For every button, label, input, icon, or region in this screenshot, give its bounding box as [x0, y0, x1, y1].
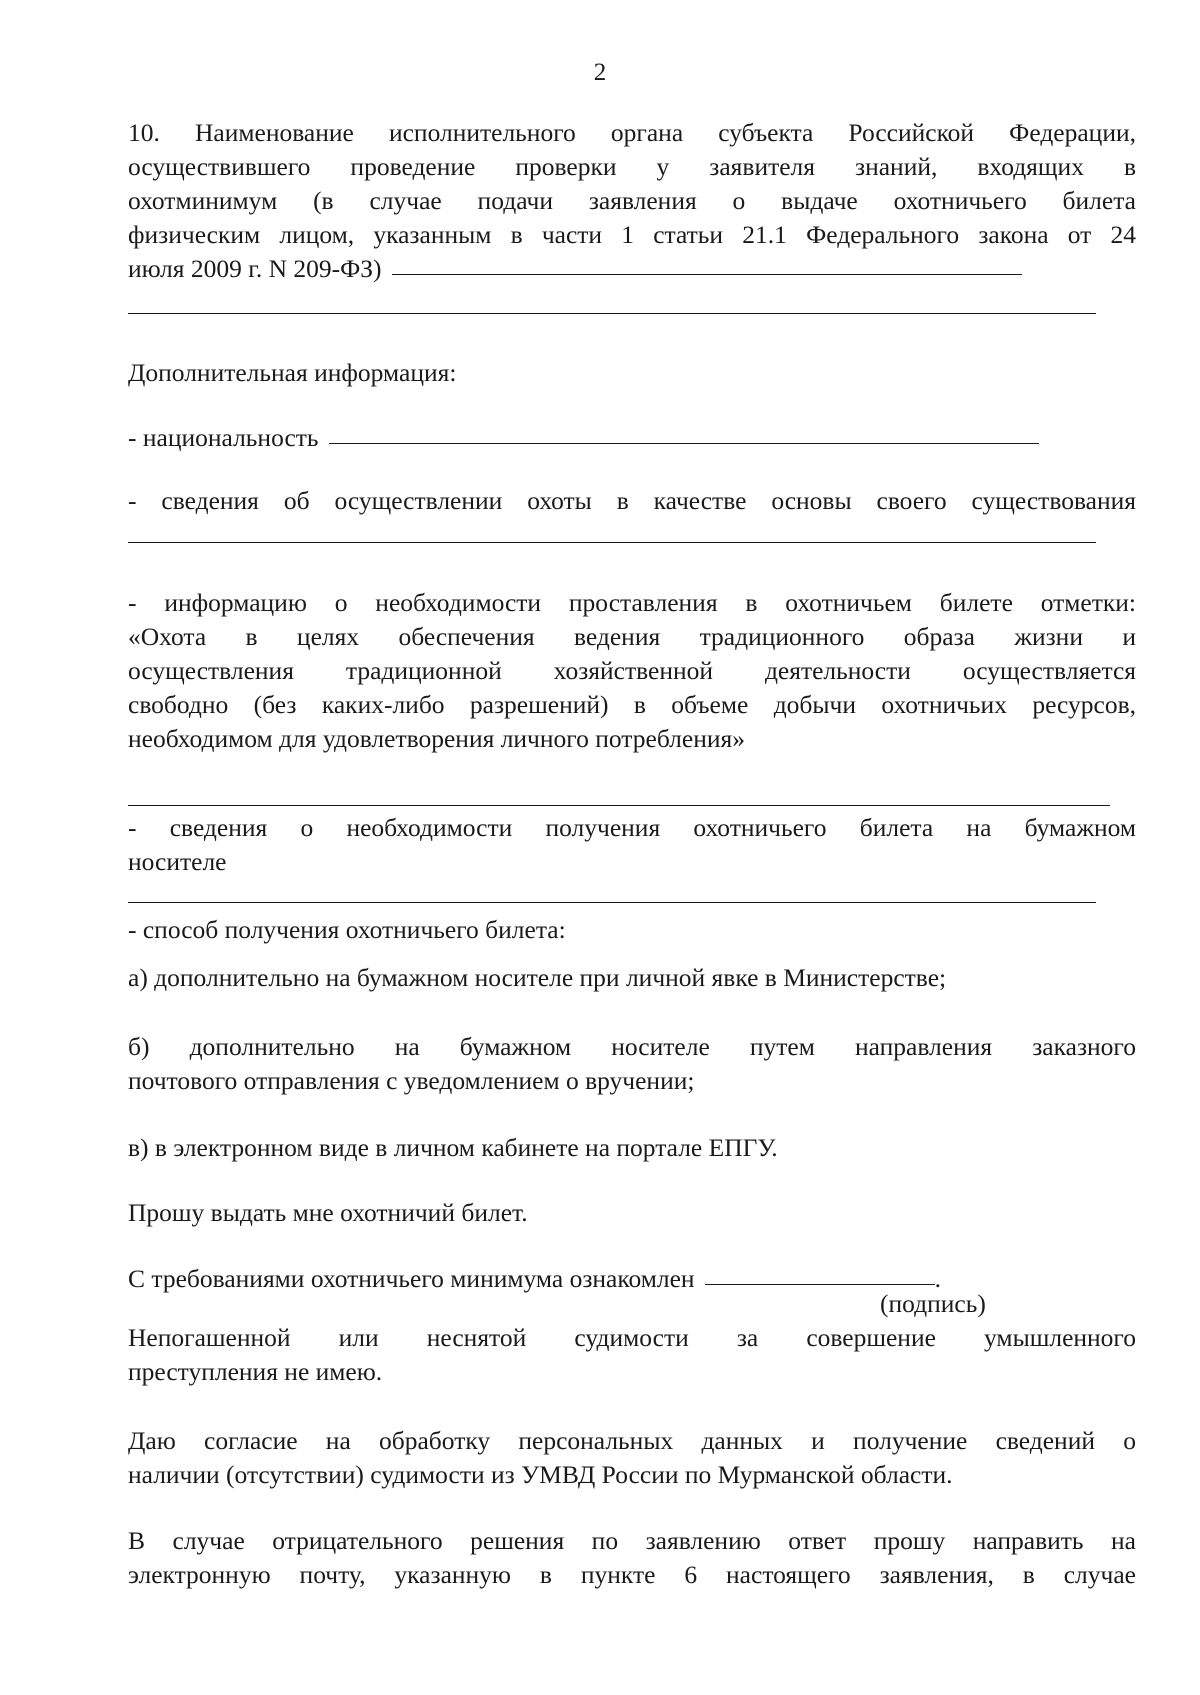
item-10-line-2: осуществившего проведение проверки у заявителя знаний, входящих в: [128, 152, 1136, 181]
mark-info-line-4: свободно (без каких-либо разрешений) в объеме добычи охотничьих ресурсов,: [128, 690, 1136, 719]
paper-ticket-line-2: носителе: [128, 847, 227, 876]
consent-line-2: наличии (отсутствии) судимости из УМВД России по Мурманской области.: [128, 1460, 953, 1489]
item-10-line-3: охотминимум (в случае подачи заявления о выдаче охотничьего билета: [128, 186, 1136, 215]
conviction-text: [128, 1321, 1136, 1355]
refusal-text: [128, 1524, 1136, 1592]
acknowledgment-period: .: [934, 1264, 941, 1293]
method-option-b-line-2: почтового отправления с уведомлением о вручении;: [128, 1066, 695, 1095]
hunting-basis-input-line[interactable]: [128, 542, 1096, 543]
mark-info-line-1: - информацию о необходимости проставления в охотничьем билете отметки:: [128, 588, 1136, 617]
mark-info-text: [128, 586, 1136, 722]
mark-info-last-line: необходимом для удовлетворения личного потребления»: [128, 724, 745, 753]
method-option-b-line-1: б) дополнительно на бумажном носителе путем направления заказного: [128, 1032, 1136, 1061]
method-option-a: а) дополнительно на бумажном носителе при личной явке в Министерстве;: [128, 963, 947, 992]
mark-info-line-2: «Охота в целях обеспечения ведения традиционного образа жизни и: [128, 622, 1136, 651]
paper-ticket-text: [128, 811, 1136, 845]
paper-ticket-input-line[interactable]: [128, 902, 1096, 903]
method-heading: - способ получения охотничьего билета:: [128, 915, 566, 944]
conviction-line-2: преступления не имею.: [128, 1357, 383, 1386]
consent-text: [128, 1424, 1136, 1458]
hunting-basis-line: - сведения об осуществлении охоты в качестве основы своего существования: [128, 486, 1136, 515]
nationality-row: [128, 421, 1136, 455]
mark-info-input-line[interactable]: [128, 805, 1110, 806]
item-10-line-1: 10. Наименование исполнительного органа субъекта Российской Федерации,: [128, 118, 1136, 147]
item-10-input-line[interactable]: [392, 274, 1022, 275]
consent-line-1: Даю согласие на обработку персональных данных и получение сведений о: [128, 1426, 1136, 1455]
method-option-b: [128, 1030, 1136, 1064]
signature-input-line[interactable]: [705, 1284, 935, 1285]
page-number: 2: [593, 59, 607, 86]
signature-caption: (подпись): [880, 1289, 986, 1318]
paper-ticket-line-1: - сведения о необходимости получения охотничьего билета на бумажном: [128, 813, 1136, 842]
acknowledgment-text: С требованиями охотничьего минимума ознакомлен: [128, 1264, 695, 1293]
item-10-last-line-text: июля 2009 г. N 209-ФЗ): [128, 254, 382, 283]
additional-heading: Дополнительная информация:: [128, 358, 457, 387]
nationality-label: - национальность: [128, 423, 319, 452]
item-10-line-4: физическим лицом, указанным в части 1 статьи 21.1 Федерального закона от 24: [128, 220, 1136, 249]
refusal-line-1: В случае отрицательного решения по заявлению ответ прошу направить на: [128, 1526, 1136, 1555]
item-10-extra-input-line[interactable]: [128, 313, 1096, 314]
mark-info-line-3: осуществления традиционной хозяйственной деятельности осуществляется: [128, 656, 1136, 685]
refusal-line-2: электронную почту, указанную в пункте 6 настоящего заявления, в случае: [128, 1560, 1136, 1589]
conviction-line-1: Непогашенной или неснятой судимости за совершение умышленного: [128, 1323, 1136, 1352]
request-text: Прошу выдать мне охотничий билет.: [128, 1198, 528, 1227]
item-10-last-line: [128, 252, 1136, 286]
nationality-input-line[interactable]: [329, 443, 1039, 444]
hunting-basis-text: [128, 484, 1136, 518]
method-option-c: в) в электронном виде в личном кабинете на портале ЕПГУ.: [128, 1133, 778, 1162]
item-10-text: [128, 116, 1136, 252]
